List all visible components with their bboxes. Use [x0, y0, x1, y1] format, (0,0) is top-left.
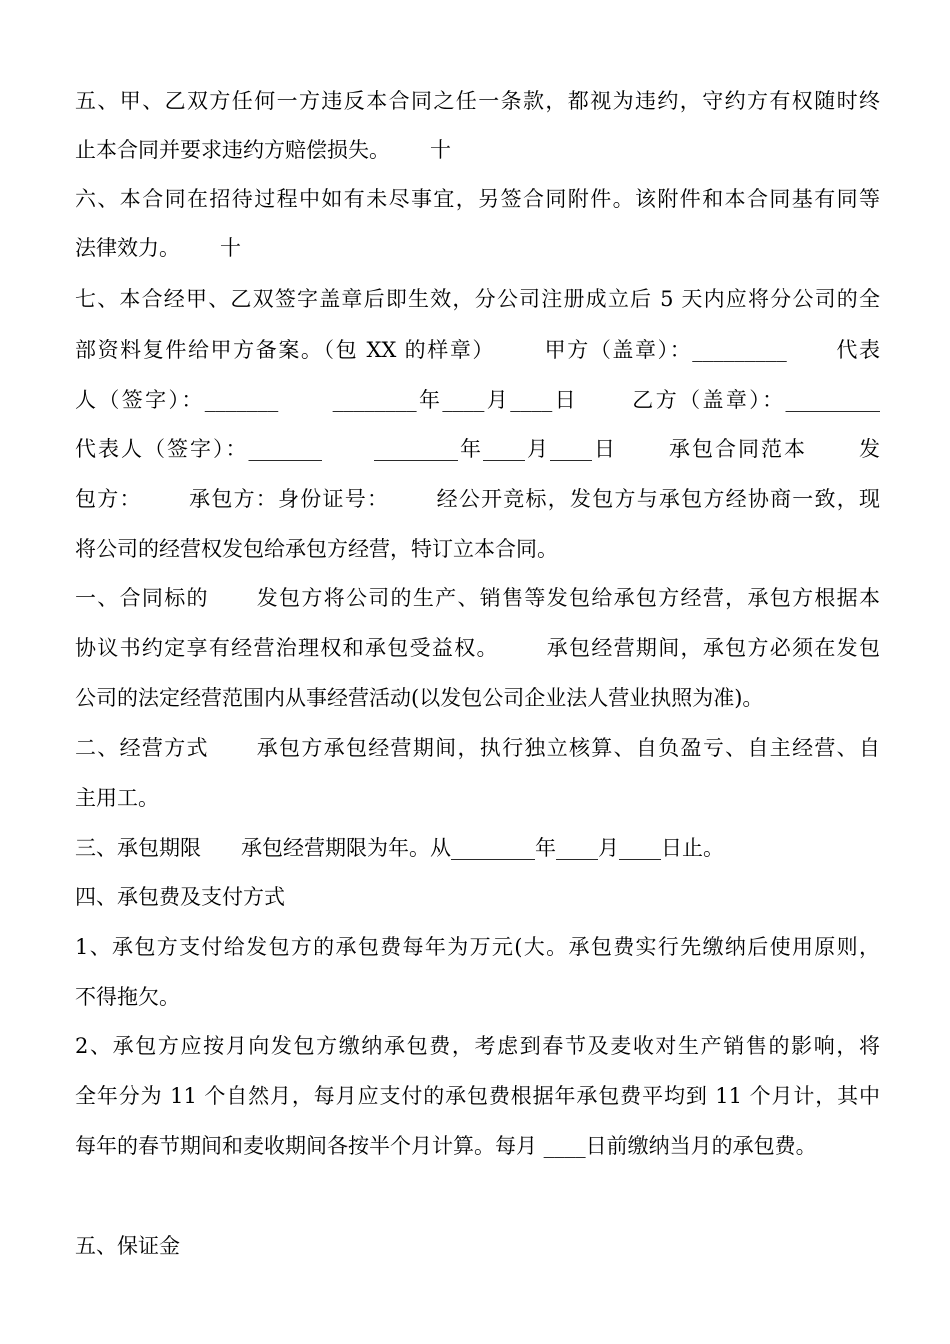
section-5-heading: 五、保证金: [75, 1234, 180, 1258]
intro-line: 将公司的经营权发包给承包方经营，特订立本合同。: [75, 537, 558, 561]
clause-5-line-1: 五、甲、乙双方任何一方违反本合同之任一条款，都视为违约，守约方有权随时终: [75, 89, 880, 113]
clause-6-line-1: 六、本合同在招待过程中如有未尽事宜，另签合同附件。该附件和本合同基有同等: [75, 187, 880, 211]
section-2-line-2: 主用工。: [75, 786, 159, 810]
clause-7-line-2: 部资料复件给甲方备案。（包 XX 的样章） 甲方（盖章）：_________ 代表: [75, 338, 880, 362]
section-3-line: 三、承包期限 承包经营期限为年。从________年____月____日止。: [75, 836, 725, 860]
section-1-line-3: 公司的法定经营范围内从事经营活动(以发包公司企业法人营业执照为准)。: [75, 686, 764, 710]
section-1-line-2: 协议书约定享有经营治理权和承包受益权。 承包经营期间，承包方必须在发包: [75, 636, 880, 660]
signature-line-2: 代表人（签字）：_______ ________年____月____日 承包合同范本 发: [75, 437, 880, 461]
section-4-heading: 四、承包费及支付方式: [75, 885, 285, 909]
item-2-line-3: 每年的春节期间和麦收期间各按半个月计算。每月 ____日前缴纳当月的承包费。: [75, 1134, 817, 1158]
signature-line-1: 人（签字）：_______ ________年____月____日 乙方（盖章）：_________: [75, 388, 880, 412]
clause-5-line-2: 止本合同并要求违约方赔偿损失。 十: [75, 138, 452, 162]
item-1-line-1: 1、承包方支付给发包方的承包费每年为万元(大。承包费实行先缴纳后使用原则，: [75, 935, 880, 959]
item-1-line-2: 不得拖欠。: [75, 985, 180, 1009]
section-2-line-1: 二、经营方式 承包方承包经营期间，执行独立核算、自负盈亏、自主经营、自: [75, 736, 880, 760]
item-2-line-1: 2、承包方应按月向发包方缴纳承包费，考虑到春节及麦收对生产销售的影响，将: [75, 1034, 880, 1058]
section-1-line-1: 一、合同标的 发包方将公司的生产、销售等发包给承包方经营，承包方根据本: [75, 586, 880, 610]
clause-6-line-2: 法律效力。 十: [75, 236, 242, 260]
item-2-line-2: 全年分为 11 个自然月，每月应支付的承包费根据年承包费平均到 11 个月计，其中: [75, 1084, 880, 1108]
parties-line: 包方： 承包方：身份证号： 经公开竞标，发包方与承包方经协商一致，现: [75, 487, 880, 511]
clause-7-line-1: 七、本合经甲、乙双签字盖章后即生效，分公司注册成立后 5 天内应将分公司的全: [75, 287, 880, 311]
